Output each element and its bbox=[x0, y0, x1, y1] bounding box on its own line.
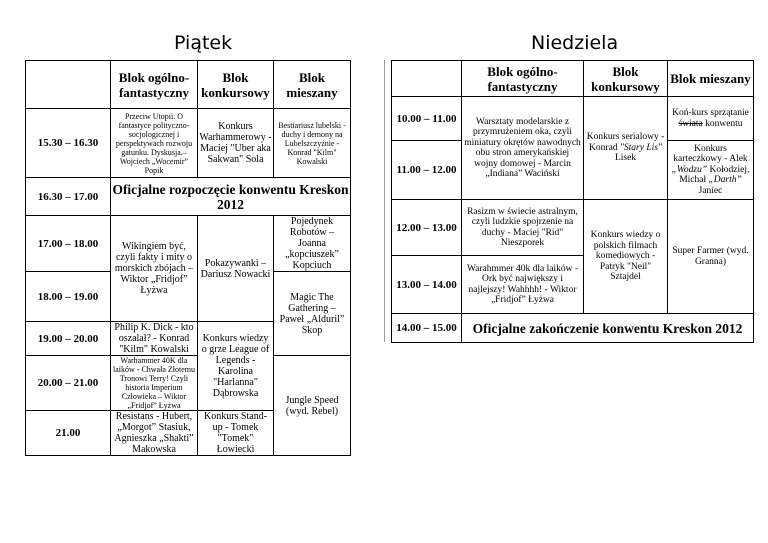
friday-contest-4: Konkurs Stand-up - Tomek "Tomek" Łowiecki bbox=[198, 411, 274, 456]
sunday-header-contest: Blok konkursowy bbox=[584, 61, 668, 97]
friday-time-1530: 15.30 – 16.30 bbox=[26, 109, 111, 178]
friday-time-1800: 18.00 – 19.00 bbox=[26, 272, 111, 322]
friday-time-header bbox=[26, 61, 111, 109]
friday-general-3: Philip K. Dick - kto oszalał? - Konrad "Kilm" Kowalski bbox=[111, 322, 198, 356]
page-divider bbox=[384, 60, 385, 342]
friday-title: Piątek bbox=[174, 32, 233, 54]
friday-time-1700: 17.00 – 18.00 bbox=[26, 216, 111, 272]
sunday-mixed-2-nick1: „Wodzu” bbox=[671, 164, 708, 175]
sunday-contest-1 bbox=[584, 97, 668, 200]
sunday-general-3: Warahmmer 40k dla laików - Ork być największy i najlejszy! Wahhhh! - Wiktor „Fridjof” Łyżwa bbox=[462, 256, 584, 314]
sunday-time-1200: 12.00 – 13.00 bbox=[392, 200, 462, 256]
sunday-closing: Oficjalne zakończenie konwentu Kreskon 2012 bbox=[462, 314, 754, 343]
sunday-contest-2: Konkurs wiedzy o polskich filmach komediowych - Patryk "Neil" Sztajdel bbox=[584, 200, 668, 314]
friday-time-1900: 19.00 – 20.00 bbox=[26, 322, 111, 356]
sunday-mixed-2-b: Kołodziej, Michał bbox=[679, 164, 750, 186]
friday-mixed-2: Pojedynek Robotów – Joanna „kopciuszek” Kopciuch bbox=[274, 216, 351, 272]
sunday-title: Niedziela bbox=[531, 32, 619, 54]
friday-time-2100: 21.00 bbox=[26, 411, 111, 456]
sunday-time-header bbox=[392, 61, 462, 97]
sunday-header-mixed: Blok mieszany bbox=[668, 61, 754, 97]
friday-general-2: Wikingiem być, czyli fakty i mity o morskich zbójach – Wiktor „Fridjof” Łyżwa bbox=[111, 216, 198, 322]
friday-general-5: Resistans - Hubert, „Morgot” Stasiuk, Agnieszka „Shakti” Makowska bbox=[111, 411, 198, 456]
sunday-mixed-2-a: Konkurs karteczkowy - Alek bbox=[673, 143, 748, 165]
friday-mixed-3: Magic The Gathering – Paweł „Alduril” Skop bbox=[274, 272, 351, 356]
sunday-contest-1-suffix: Lisek bbox=[614, 153, 637, 164]
sunday-time-1000: 10.00 – 11.00 bbox=[392, 97, 462, 141]
sunday-mixed-3: Super Farmer (wyd. Granna) bbox=[668, 200, 754, 314]
friday-contest-1: Konkurs Warhammerowy - Maciej "Uber aka Sakwan" Sola bbox=[198, 109, 274, 178]
friday-mixed-4: Jungle Speed (wyd. Rebel) bbox=[274, 356, 351, 456]
sunday-contest-1-prefix: Konkurs serialowy - Konrad bbox=[586, 132, 665, 153]
sunday-general-2: Rasizm w świecie astralnym, czyli ludzkie spojrzenie na duchy - Maciej "Rid" Nieszporek bbox=[462, 200, 584, 256]
friday-time-2000: 20.00 – 21.00 bbox=[26, 356, 111, 411]
sunday-schedule bbox=[391, 60, 754, 343]
friday-mixed-1: Bestiariusz lubelski - duchy i demony na Lubelszczyźnie - Konrad "Kilm" Kowalski bbox=[274, 109, 351, 178]
friday-schedule bbox=[25, 60, 351, 456]
sunday-mixed-2 bbox=[668, 141, 754, 200]
friday-header-general: Blok ogólno-fantastyczny bbox=[111, 61, 198, 109]
sunday-time-1100: 11.00 – 12.00 bbox=[392, 141, 462, 200]
sunday-mixed-2-c: Janiec bbox=[698, 185, 723, 196]
sunday-general-1: Warsztaty modelarskie z przymrużeniem oka, czyli miniatury okrętów nawodnych obu stron amerykańskiej wojny domowej - Marcin „Indiana” Waciński bbox=[462, 97, 584, 200]
friday-contest-2: Pokazywanki – Dariusz Nowacki bbox=[198, 216, 274, 322]
sunday-time-1400: 14.00 – 15.00 bbox=[392, 314, 462, 343]
friday-opening: Oficjalne rozpoczęcie konwentu Kreskon 2012 bbox=[111, 178, 351, 216]
friday-contest-3: Konkurs wiedzy o grze League of Legends - Karolina "Harlanna" Dąbrowska bbox=[198, 322, 274, 411]
friday-time-1630: 16.30 – 17.00 bbox=[26, 178, 111, 216]
sunday-time-1300: 13.00 – 14.00 bbox=[392, 256, 462, 314]
sunday-mixed-2-nick2: „Darth” bbox=[708, 175, 742, 186]
sunday-mixed-1 bbox=[668, 97, 754, 141]
friday-general-1: Przeciw Utopii. O fantastyce polityczno-socjologicznej i perspektywach rozwoju gatunku. Dyskusja.– Wojciech „Wocemir” Popik bbox=[111, 109, 198, 178]
sunday-mixed-1-strike: świata bbox=[678, 118, 703, 129]
sunday-contest-1-nick: "Stary Lis" bbox=[619, 142, 662, 153]
friday-header-contest: Blok konkursowy bbox=[198, 61, 274, 109]
sunday-mixed-1-b: konwentu bbox=[702, 118, 743, 129]
friday-header-mixed: Blok mieszany bbox=[274, 61, 351, 109]
sunday-mixed-1-a: Koń-kurs sprzątanie bbox=[672, 108, 749, 118]
sunday-header-general: Blok ogólno-fantastyczny bbox=[462, 61, 584, 97]
friday-general-4: Warhammer 40K dla laików - Chwała Złotemu Tronowi Terry! Czyli historia Imperium Człowieka – Wiktor „Fridjof” Łyżwa bbox=[111, 356, 198, 411]
